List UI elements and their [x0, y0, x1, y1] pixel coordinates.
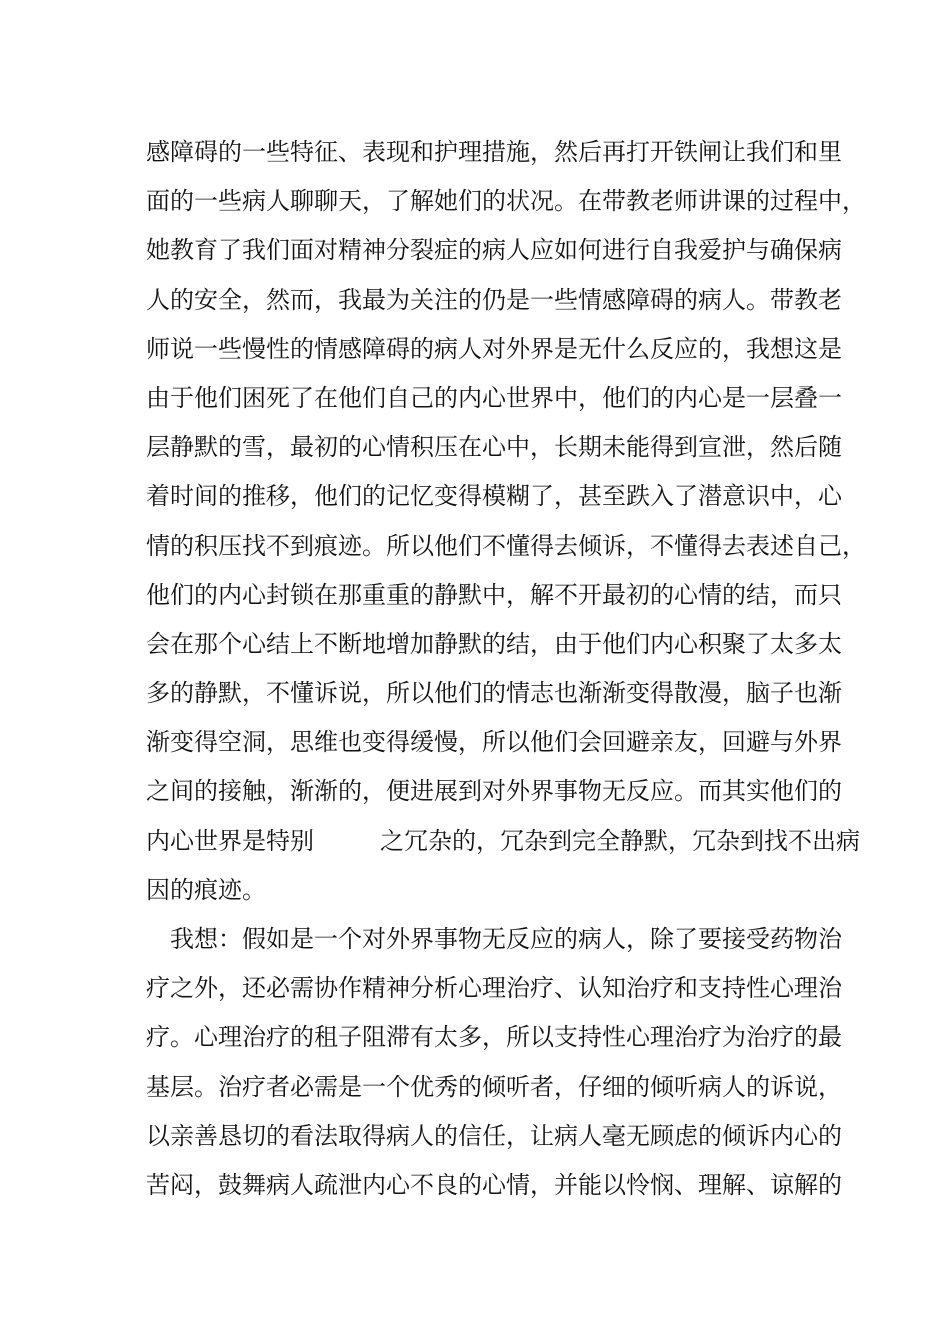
text-line: 以亲善恳切的看法取得病人的信任，让病人毫无顾虑的倾诉内心的 [146, 1121, 842, 1150]
text-line: 面的一些病人聊聊天，了解她们的状况。在带教老师讲课的过程中， [146, 187, 866, 216]
text-line: 着时间的推移，他们的记忆变得模糊了，甚至跌入了潜意识中，心 [146, 482, 842, 511]
text-line: 会在那个心结上不断地增加静默的结，由于他们内心积聚了太多太 [146, 629, 842, 658]
text-line: 因的痕迹。 [146, 875, 266, 904]
text-line: 之间的接触，渐渐的，便进展到对外界事物无反应。而其实他们的 [146, 777, 842, 806]
text-line: 苦闷，鼓舞病人疏泄内心不良的心情，并能以怜悯、理解、谅解的 [146, 1170, 842, 1199]
paragraph-first-line: 我想：假如是一个对外界事物无反应的病人，除了要接受药物治 [170, 925, 842, 953]
text-line: 层静默的雪，最初的心情积压在心中，长期未能得到宣泄，然后随 [146, 433, 842, 462]
text-line: 渐变得空洞，思维也变得缓慢，所以他们会回避亲友，回避与外界 [146, 728, 842, 757]
text-line [146, 823, 860, 872]
text-line: 人的安全，然而，我最为关注的仍是一些情感障碍的病人。带教老 [146, 285, 842, 314]
text-line: 她教育了我们面对精神分裂症的病人应如何进行自我爱护与确保病 [146, 236, 842, 265]
text-line: 疗。心理治疗的租子阻滞有太多，所以支持性心理治疗为治疗的最 [146, 1023, 842, 1052]
text-segment: 内心世界是特别 [146, 826, 314, 855]
text-segment: 之冗杂的，冗杂到完全静默，冗杂到找不出病 [380, 826, 860, 855]
text-line: 多的静默，不懂诉说，所以他们的情志也渐渐变得散漫，脑子也渐 [146, 679, 842, 708]
body-text [146, 134, 866, 1216]
text-line: 情的积压找不到痕迹。所以他们不懂得去倾诉，不懂得去表述自己， [146, 531, 866, 560]
text-line: 由于他们困死了在他们自己的内心世界中，他们的内心是一层叠一 [146, 383, 842, 412]
text-line: 基层。治疗者必需是一个优秀的倾听者，仔细的倾听病人的诉说， [146, 1072, 842, 1101]
text-line: 他们的内心封锁在那重重的静默中，解不开最初的心情的结，而只 [146, 580, 842, 609]
text-line: 师说一些慢性的情感障碍的病人对外界是无什么反应的，我想这是 [146, 334, 842, 363]
text-line: 疗之外，还必需协作精神分析心理治疗、认知治疗和支持性心理治 [146, 974, 842, 1003]
text-line: 感障碍的一些特征、表现和护理措施，然后再打开铁闸让我们和里 [146, 138, 842, 166]
